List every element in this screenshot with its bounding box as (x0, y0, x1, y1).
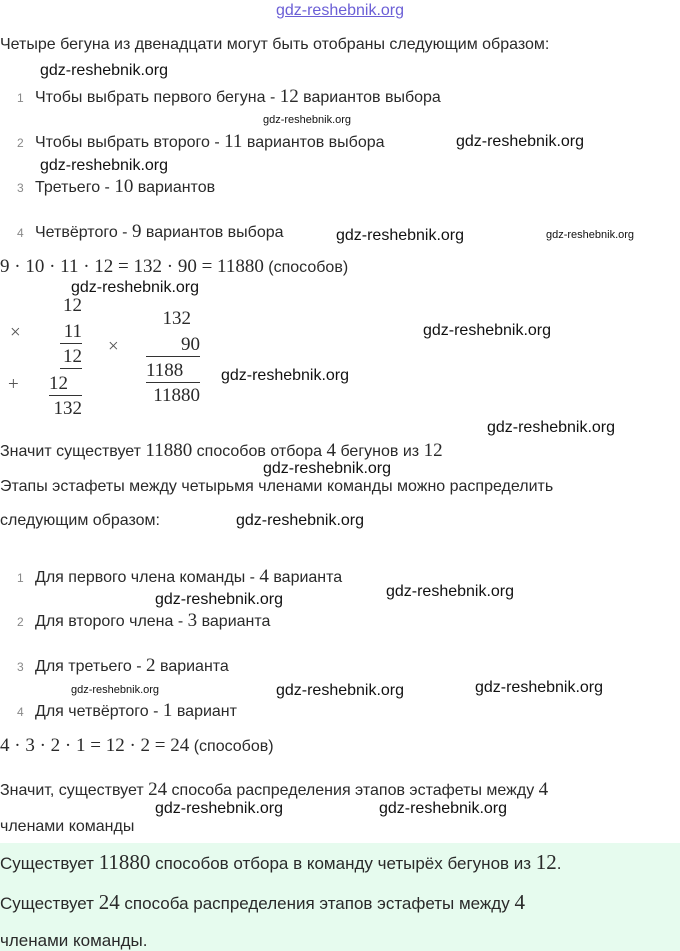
item-tail: варианта (155, 658, 229, 675)
watermark: gdz-reshebnik.org (262, 460, 392, 477)
item-text: Третьего - (35, 179, 115, 196)
text: способов отбора (192, 443, 327, 460)
answer-box (0, 843, 680, 951)
conclusion-2 (0, 780, 548, 801)
watermark: gdz-reshebnik.org (378, 800, 508, 817)
list-item (35, 701, 237, 722)
list-item (35, 611, 270, 632)
equation-math: 9 · 10 · 11 · 12 = 132 · 90 = 11880 (0, 256, 264, 277)
list-number: 2 (17, 615, 24, 629)
text: способа распределения этапов эстафеты между (167, 782, 539, 799)
watermark: gdz-reshebnik.org (70, 684, 160, 696)
answer-line-1 (0, 852, 562, 874)
list-item (35, 656, 229, 677)
intro-2-line-1: Этапы эстафеты между четырьмя членами команды можно распределить (0, 478, 554, 495)
watermark: gdz-reshebnik.org (545, 229, 635, 241)
intro-text: Четыре бегуна из двенадцати могут быть отобраны следующим образом: (0, 36, 550, 53)
intro-2-line-2: следующим образом: (0, 512, 160, 529)
list-number: 2 (17, 136, 24, 150)
answer-line-2 (0, 892, 525, 914)
watermark: gdz-reshebnik.org (335, 227, 465, 244)
watermark: gdz-reshebnik.org (486, 419, 616, 436)
item-value: 4 (259, 566, 269, 587)
item-tail: вариант (172, 703, 237, 720)
list-number: 1 (17, 571, 24, 585)
text: Значит существует (0, 443, 146, 460)
item-tail: вариантов выбора (242, 134, 385, 151)
watermark: gdz-reshebnik.org (220, 367, 350, 384)
watermark: gdz-reshebnik.org (474, 679, 604, 696)
list-item (35, 177, 215, 198)
operand: 132 (162, 308, 191, 329)
item-value: 1 (162, 700, 173, 721)
times-sign: × (10, 322, 21, 343)
text: Существует (0, 854, 99, 873)
item-text: Чтобы выбрать первого бегуна - (35, 89, 280, 106)
site-link[interactable]: gdz-reshebnik.org (275, 2, 405, 19)
list-item (35, 222, 284, 243)
item-text: Для первого члена команды - (35, 569, 260, 586)
value: 24 (98, 890, 120, 914)
equation-unit: (способов) (263, 259, 349, 276)
equation-unit: (способов) (189, 738, 274, 755)
answer-line-3: членами команды. (0, 931, 148, 950)
text: Значит, существует (0, 782, 149, 799)
item-tail: вариантов выбора (298, 89, 441, 106)
result: 132 (53, 398, 82, 419)
item-tail: варианта (197, 613, 271, 630)
equation-2 (0, 736, 274, 757)
value: 11880 (98, 850, 151, 874)
watermark: gdz-reshebnik.org (235, 512, 365, 529)
watermark: gdz-reshebnik.org (275, 682, 405, 699)
item-value: 12 (279, 86, 299, 107)
item-value: 2 (146, 655, 156, 676)
value: 12 (423, 440, 443, 461)
watermark: gdz-reshebnik.org (262, 114, 352, 126)
item-value: 9 (131, 221, 142, 242)
list-item (35, 87, 441, 108)
text: Существует (0, 894, 99, 913)
value: 12 (535, 850, 557, 874)
list-number: 4 (17, 705, 24, 719)
operand: 12 (63, 295, 82, 316)
watermark: gdz-reshebnik.org (70, 279, 200, 296)
plus-sign: + (8, 374, 19, 395)
item-tail: варианта (268, 569, 343, 586)
equation-math: 4 · 3 · 2 · 1 = 12 · 2 = 24 (0, 735, 190, 756)
value: 4 (514, 890, 525, 914)
item-tail: вариантов (133, 179, 216, 196)
result: 11880 (153, 385, 200, 406)
text: способа распределения этапов эстафеты между (119, 894, 515, 913)
item-text: Для четвёртого - (35, 703, 163, 720)
partial-product: 12 (60, 346, 82, 369)
list-item (35, 567, 342, 588)
list-number: 4 (17, 226, 24, 240)
text: способов отбора в команду четырёх бегунов из (150, 854, 536, 873)
watermark: gdz-reshebnik.org (39, 62, 169, 79)
list-number: 1 (17, 91, 24, 105)
conclusion-1 (0, 441, 443, 462)
text: . (556, 854, 562, 873)
watermark: gdz-reshebnik.org (39, 157, 169, 174)
watermark: gdz-reshebnik.org (455, 133, 585, 150)
item-text: Для третьего - (35, 658, 147, 675)
list-number: 3 (17, 660, 24, 674)
value: 24 (148, 779, 168, 800)
partial-product: 1188 (146, 360, 200, 383)
equation-1 (0, 257, 348, 278)
times-sign: × (108, 336, 119, 357)
value: 4 (326, 440, 336, 461)
watermark: gdz-reshebnik.org (385, 583, 515, 600)
partial-product: 12 (49, 373, 82, 396)
conclusion-2-line-2: членами команды (0, 818, 135, 835)
item-value: 3 (187, 610, 198, 631)
item-value: 10 (114, 176, 134, 197)
item-value: 11 (224, 131, 243, 152)
list-number: 3 (17, 181, 24, 195)
operand: 90 (146, 334, 200, 357)
item-tail: вариантов выбора (141, 224, 284, 241)
item-text: Четвёртого - (35, 224, 132, 241)
watermark: gdz-reshebnik.org (422, 322, 552, 339)
item-text: Чтобы выбрать второго - (35, 134, 225, 151)
list-item (35, 132, 385, 153)
watermark: gdz-reshebnik.org (154, 591, 284, 608)
value: 4 (538, 779, 549, 800)
operand: 11 (60, 321, 82, 344)
watermark: gdz-reshebnik.org (154, 800, 284, 817)
text: бегунов из (336, 443, 424, 460)
value: 11880 (145, 440, 193, 461)
item-text: Для второго члена - (35, 613, 188, 630)
